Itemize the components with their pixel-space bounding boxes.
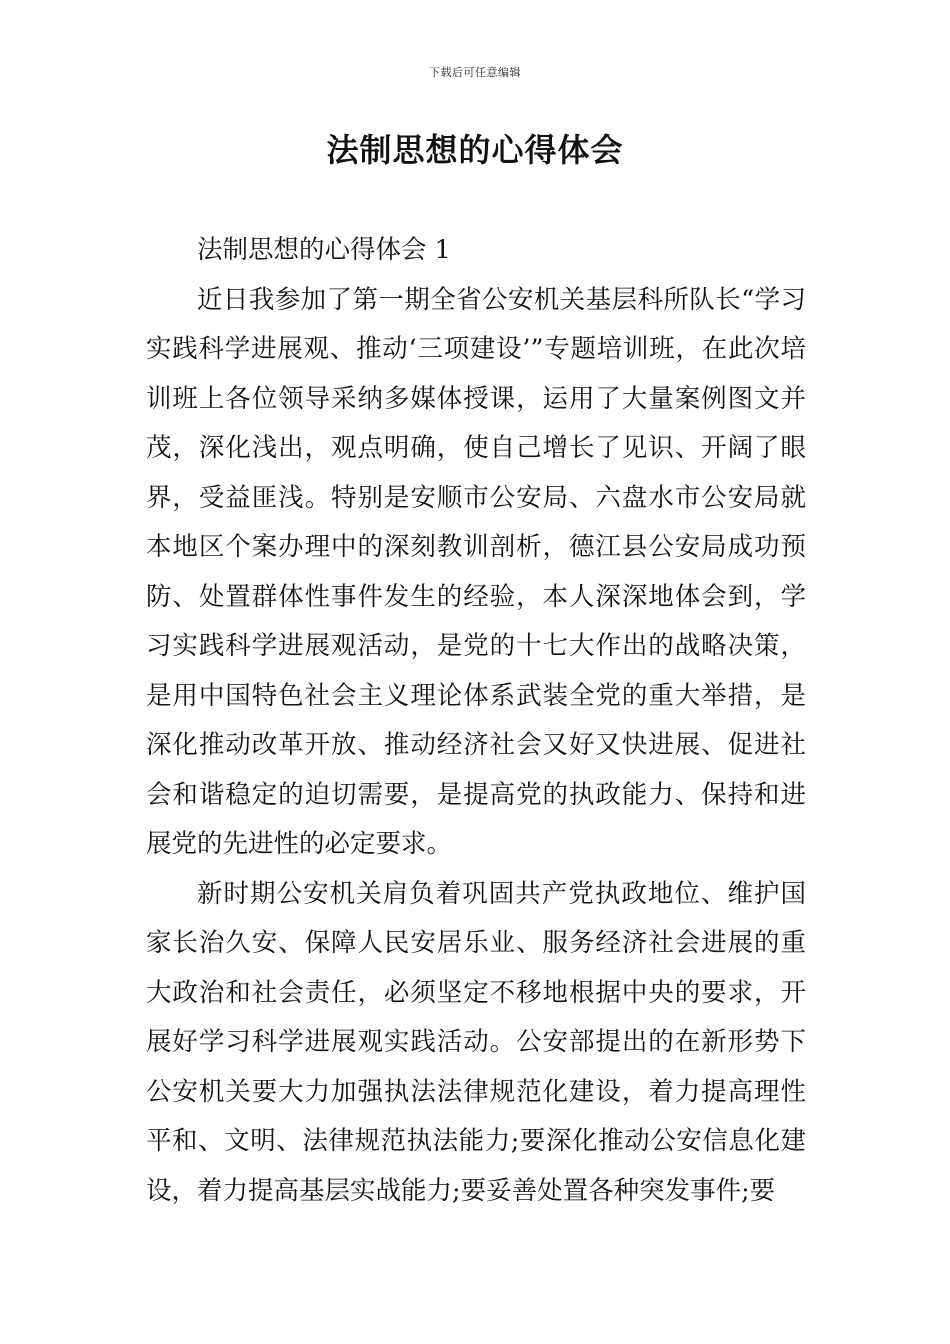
document-title: 法制思想的心得体会 bbox=[326, 131, 624, 169]
section-subheading: 法制思想的心得体会 1 bbox=[197, 235, 451, 265]
paragraph-1: 近日我参加了第一期全省公安机关基层科所队长“学习实践科学进展观、推动‘三项建设’”专题培训班，在此次培训班上各位领导采纳多媒体授课，运用了大量案例图文并茂，深化浅出，观点明确，使自己增长了见识、开阔了眼界，受益匪浅。特别是安顺市公安局、六盘水市公安局就本地区个案办理中的深刻教训剖析，德江县公安局成功预防、处置群体性事件发生的经验，本人深深地体会到，学习实践科学进展观活动，是党的十七大作出的战略决策，是用中国特色社会主义理论体系武装全党的重大举措，是深化推动改革开放、推动经济社会又好又快进展、促进社会和谐稳定的迫切需要，是提高党的执政能力、保持和进展党的先进性的必定要求。 bbox=[146, 284, 806, 859]
paragraph-2: 新时期公安机关肩负着巩固共产党执政地位、维护国家长治久安、保障人民安居乐业、服务经济社会进展的重大政治和社会责任，必须坚定不移地根据中央的要求，开展好学习科学进展观实践活动。公安部提出的在新形势下公安机关要大力加强执法法律规范化建设，着力提高理性平和、文明、法律规范执法能力;要深化推动公安信息化建设，着力提高基层实战能力;要妥善处置各种突发事件;要 bbox=[146, 878, 806, 1206]
header-note: 下载后可任意编辑 bbox=[429, 66, 521, 79]
document-body bbox=[146, 226, 806, 1216]
